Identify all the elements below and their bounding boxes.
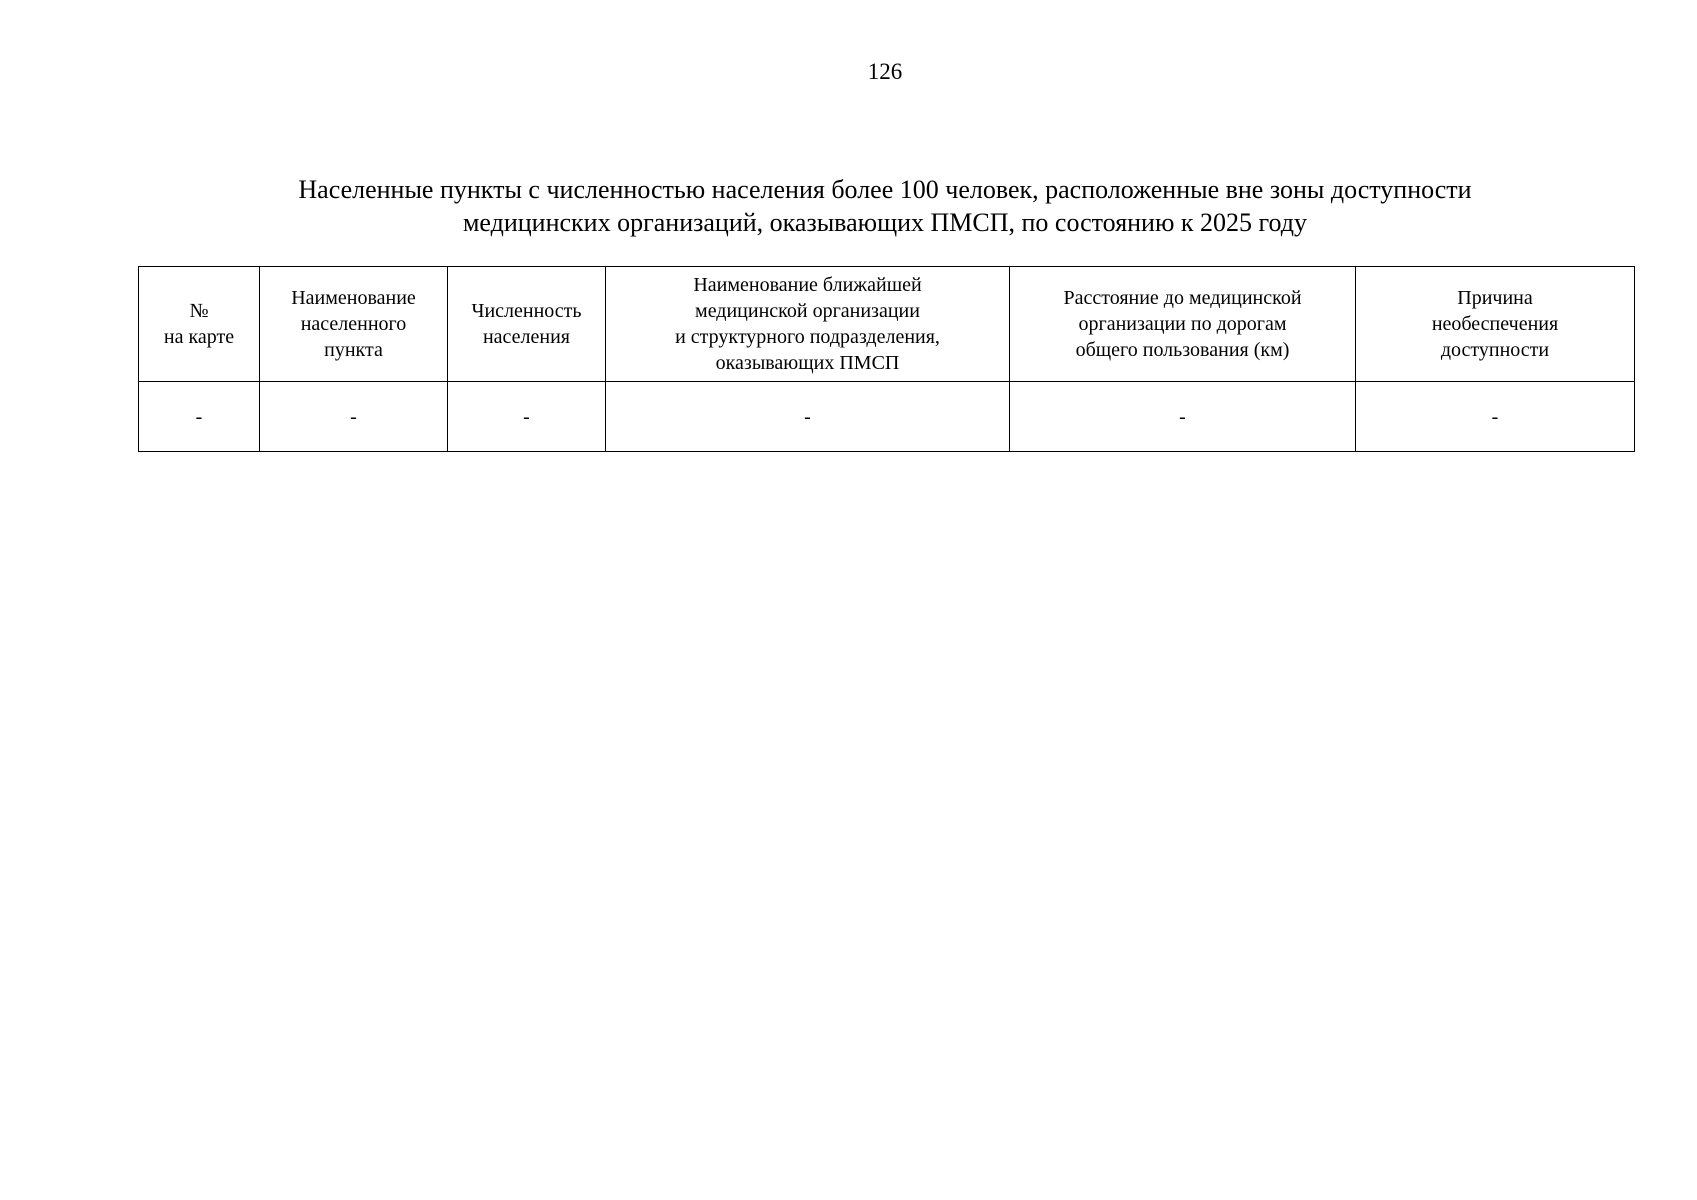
header-line: №	[189, 300, 209, 322]
table-cell: -	[1010, 382, 1356, 452]
header-line: населения	[482, 326, 571, 348]
header-population	[448, 267, 606, 382]
header-distance	[1010, 267, 1356, 382]
header-line: доступности	[1440, 339, 1550, 361]
header-nearest-organization	[606, 267, 1010, 382]
header-line: медицинской организации	[695, 300, 920, 322]
page-number: 126	[867, 59, 903, 84]
title-line-1: Населенные пункты с численностью населения более 100 человек, расположенные вне зоны доступности	[298, 175, 1472, 204]
header-settlement-name	[260, 267, 448, 382]
header-line: Причина	[1457, 287, 1533, 309]
header-line: Численность	[471, 300, 582, 322]
table-row	[139, 382, 1635, 452]
table-cell: -	[448, 382, 606, 452]
table-cell: -	[139, 382, 260, 452]
header-line: организации по дорогам	[1078, 313, 1287, 335]
table-cell: -	[260, 382, 448, 452]
header-line: населенного	[300, 313, 407, 335]
header-line: общего пользования (км)	[1075, 339, 1290, 361]
settlements-table	[138, 266, 1635, 452]
header-line: и структурного подразделения,	[675, 326, 940, 348]
header-line: оказывающих ПМСП	[715, 352, 900, 374]
header-line: Наименование ближайшей	[693, 274, 922, 296]
header-reason	[1356, 267, 1635, 382]
header-map-number	[139, 267, 260, 382]
table-cell: -	[1356, 382, 1635, 452]
table-header-row	[139, 267, 1635, 382]
header-line: Наименование	[291, 287, 416, 309]
title-line-2: медицинских организаций, оказывающих ПМСП, по состоянию к 2025 году	[462, 208, 1308, 237]
header-line: пункта	[324, 339, 383, 361]
header-line: необеспечения	[1431, 313, 1559, 335]
table-cell: -	[606, 382, 1010, 452]
header-line: на карте	[163, 326, 235, 348]
document-title	[0, 173, 1697, 239]
header-line: Расстояние до медицинской	[1063, 287, 1302, 309]
